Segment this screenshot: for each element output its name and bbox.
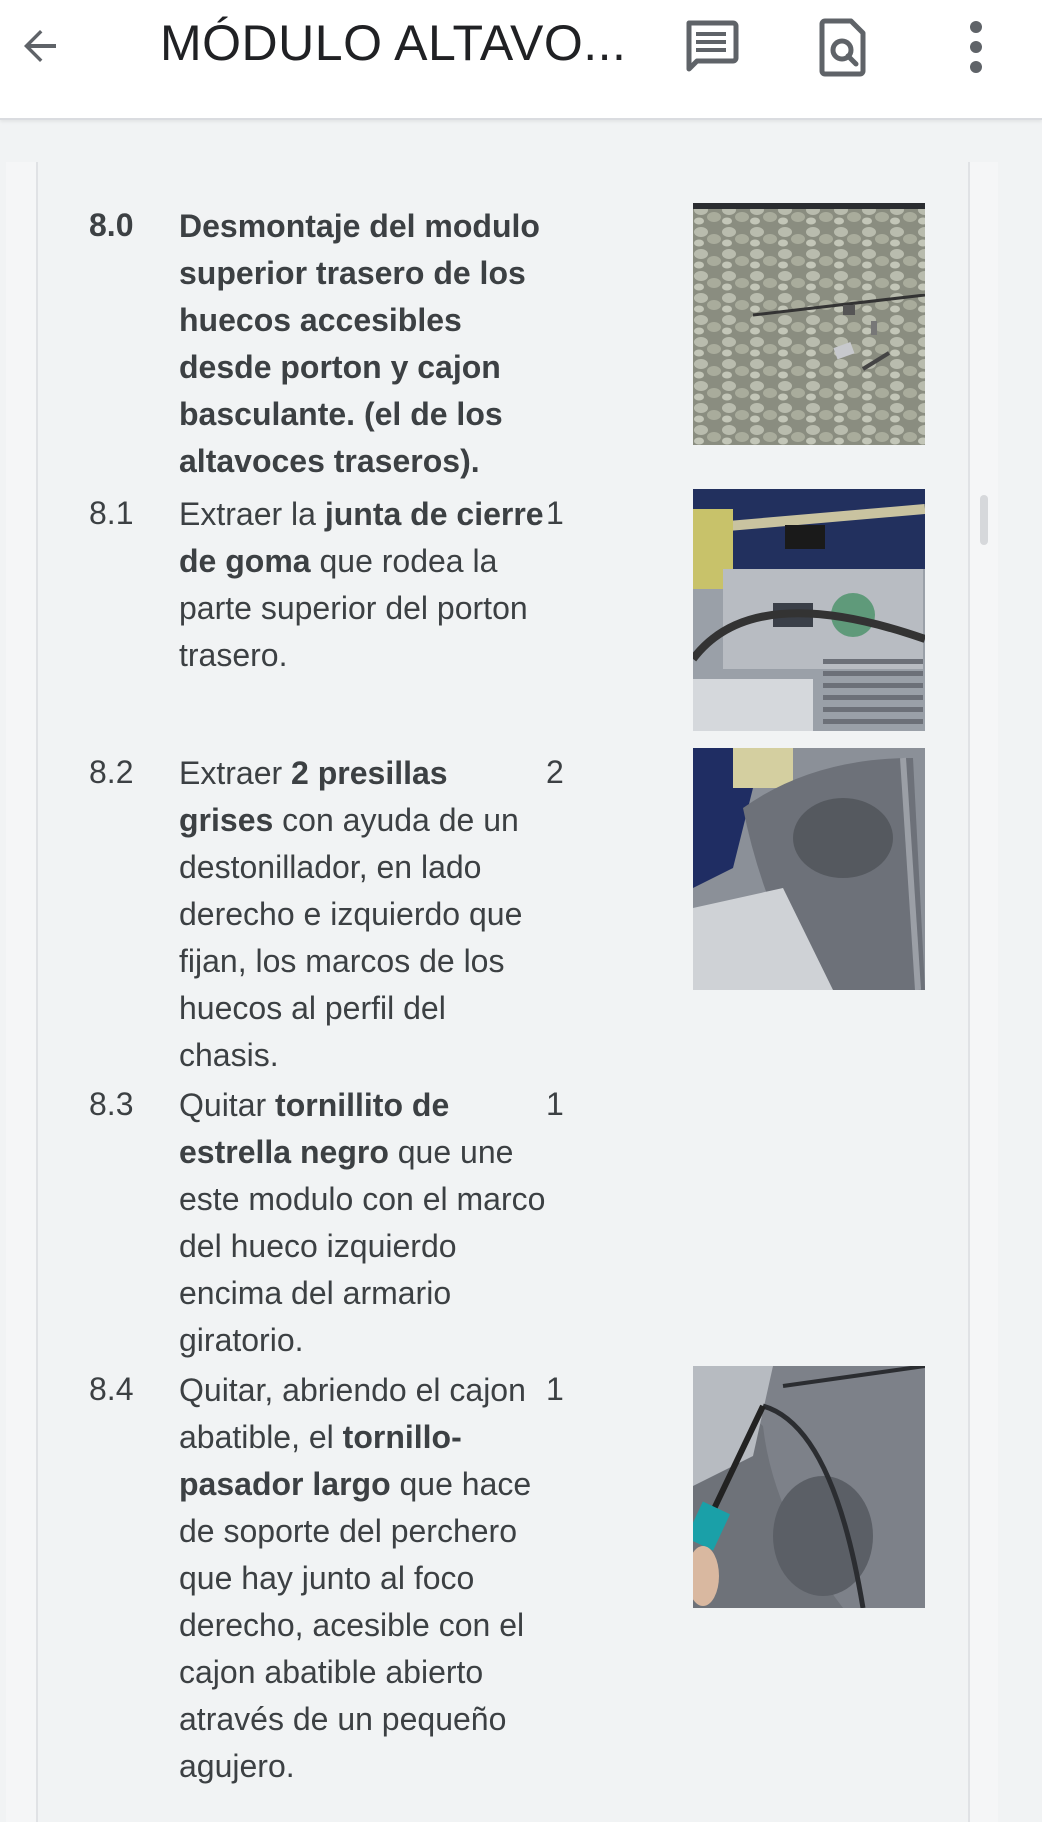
bold-text-segment: tornillo-pasador largo bbox=[179, 1419, 462, 1502]
text-segment: con ayuda de un destonillador, en lado derecho e izquierdo que fijan, los marcos de los huecos al perfil del chasis. bbox=[179, 802, 523, 1073]
app-bar bbox=[0, 0, 1042, 120]
text-segment: que hace de soporte del perchero que hay junto al foco derecho, acesible con el cajon abatible abierto através de un pequeño agujero. bbox=[179, 1466, 532, 1784]
text-segment: que une este modulo con el marco del hueco izquierdo encima del armario giratorio. bbox=[179, 1134, 546, 1358]
step-quantity: 1 bbox=[546, 1371, 564, 1407]
bold-text-segment: 2 presillas grises bbox=[179, 755, 448, 838]
step-description bbox=[179, 491, 549, 679]
step-photo bbox=[693, 489, 925, 731]
back-arrow-icon bbox=[16, 22, 64, 70]
step-description bbox=[179, 1082, 549, 1364]
bold-text-segment: tornillito de estrella negro bbox=[179, 1087, 450, 1170]
step-photo bbox=[693, 203, 925, 445]
step-number: 8.1 bbox=[89, 495, 134, 531]
comments-button[interactable] bbox=[676, 12, 746, 82]
find-in-page-button[interactable] bbox=[808, 12, 878, 82]
step-photo bbox=[693, 748, 925, 990]
document-title: MÓDULO ALTAVO... bbox=[160, 15, 627, 71]
bold-text-segment: Desmontaje del modulo superior trasero de los huecos accesibles desde porton y cajon basculante. (el de los altavoces traseros). bbox=[179, 208, 540, 479]
back-button[interactable] bbox=[12, 18, 68, 74]
step-number: 8.3 bbox=[89, 1086, 134, 1122]
comment-icon bbox=[681, 17, 741, 77]
text-segment: Quitar, abriendo el cajon abatible, el bbox=[179, 1372, 526, 1455]
scrollbar-thumb[interactable] bbox=[980, 495, 988, 545]
step-description bbox=[179, 750, 549, 1079]
step-number: 8.0 bbox=[89, 207, 134, 243]
text-segment: que rodea la parte superior del porton trasero. bbox=[179, 543, 528, 673]
step-quantity: 1 bbox=[546, 495, 564, 531]
find-in-page-icon bbox=[815, 17, 871, 77]
step-quantity: 1 bbox=[546, 1086, 564, 1122]
step-description bbox=[179, 1367, 549, 1790]
step-description bbox=[179, 203, 549, 485]
text-segment: Extraer la bbox=[179, 496, 325, 532]
step-number: 8.2 bbox=[89, 754, 134, 790]
text-segment: Quitar bbox=[179, 1087, 276, 1123]
step-quantity: 2 bbox=[546, 754, 564, 790]
step-photo bbox=[693, 1366, 925, 1608]
text-segment: Extraer bbox=[179, 755, 292, 791]
step-number: 8.4 bbox=[89, 1371, 134, 1407]
bold-text-segment: junta de cierre de goma bbox=[179, 496, 544, 579]
more-vert-icon bbox=[966, 19, 986, 75]
more-options-button[interactable] bbox=[941, 12, 1011, 82]
